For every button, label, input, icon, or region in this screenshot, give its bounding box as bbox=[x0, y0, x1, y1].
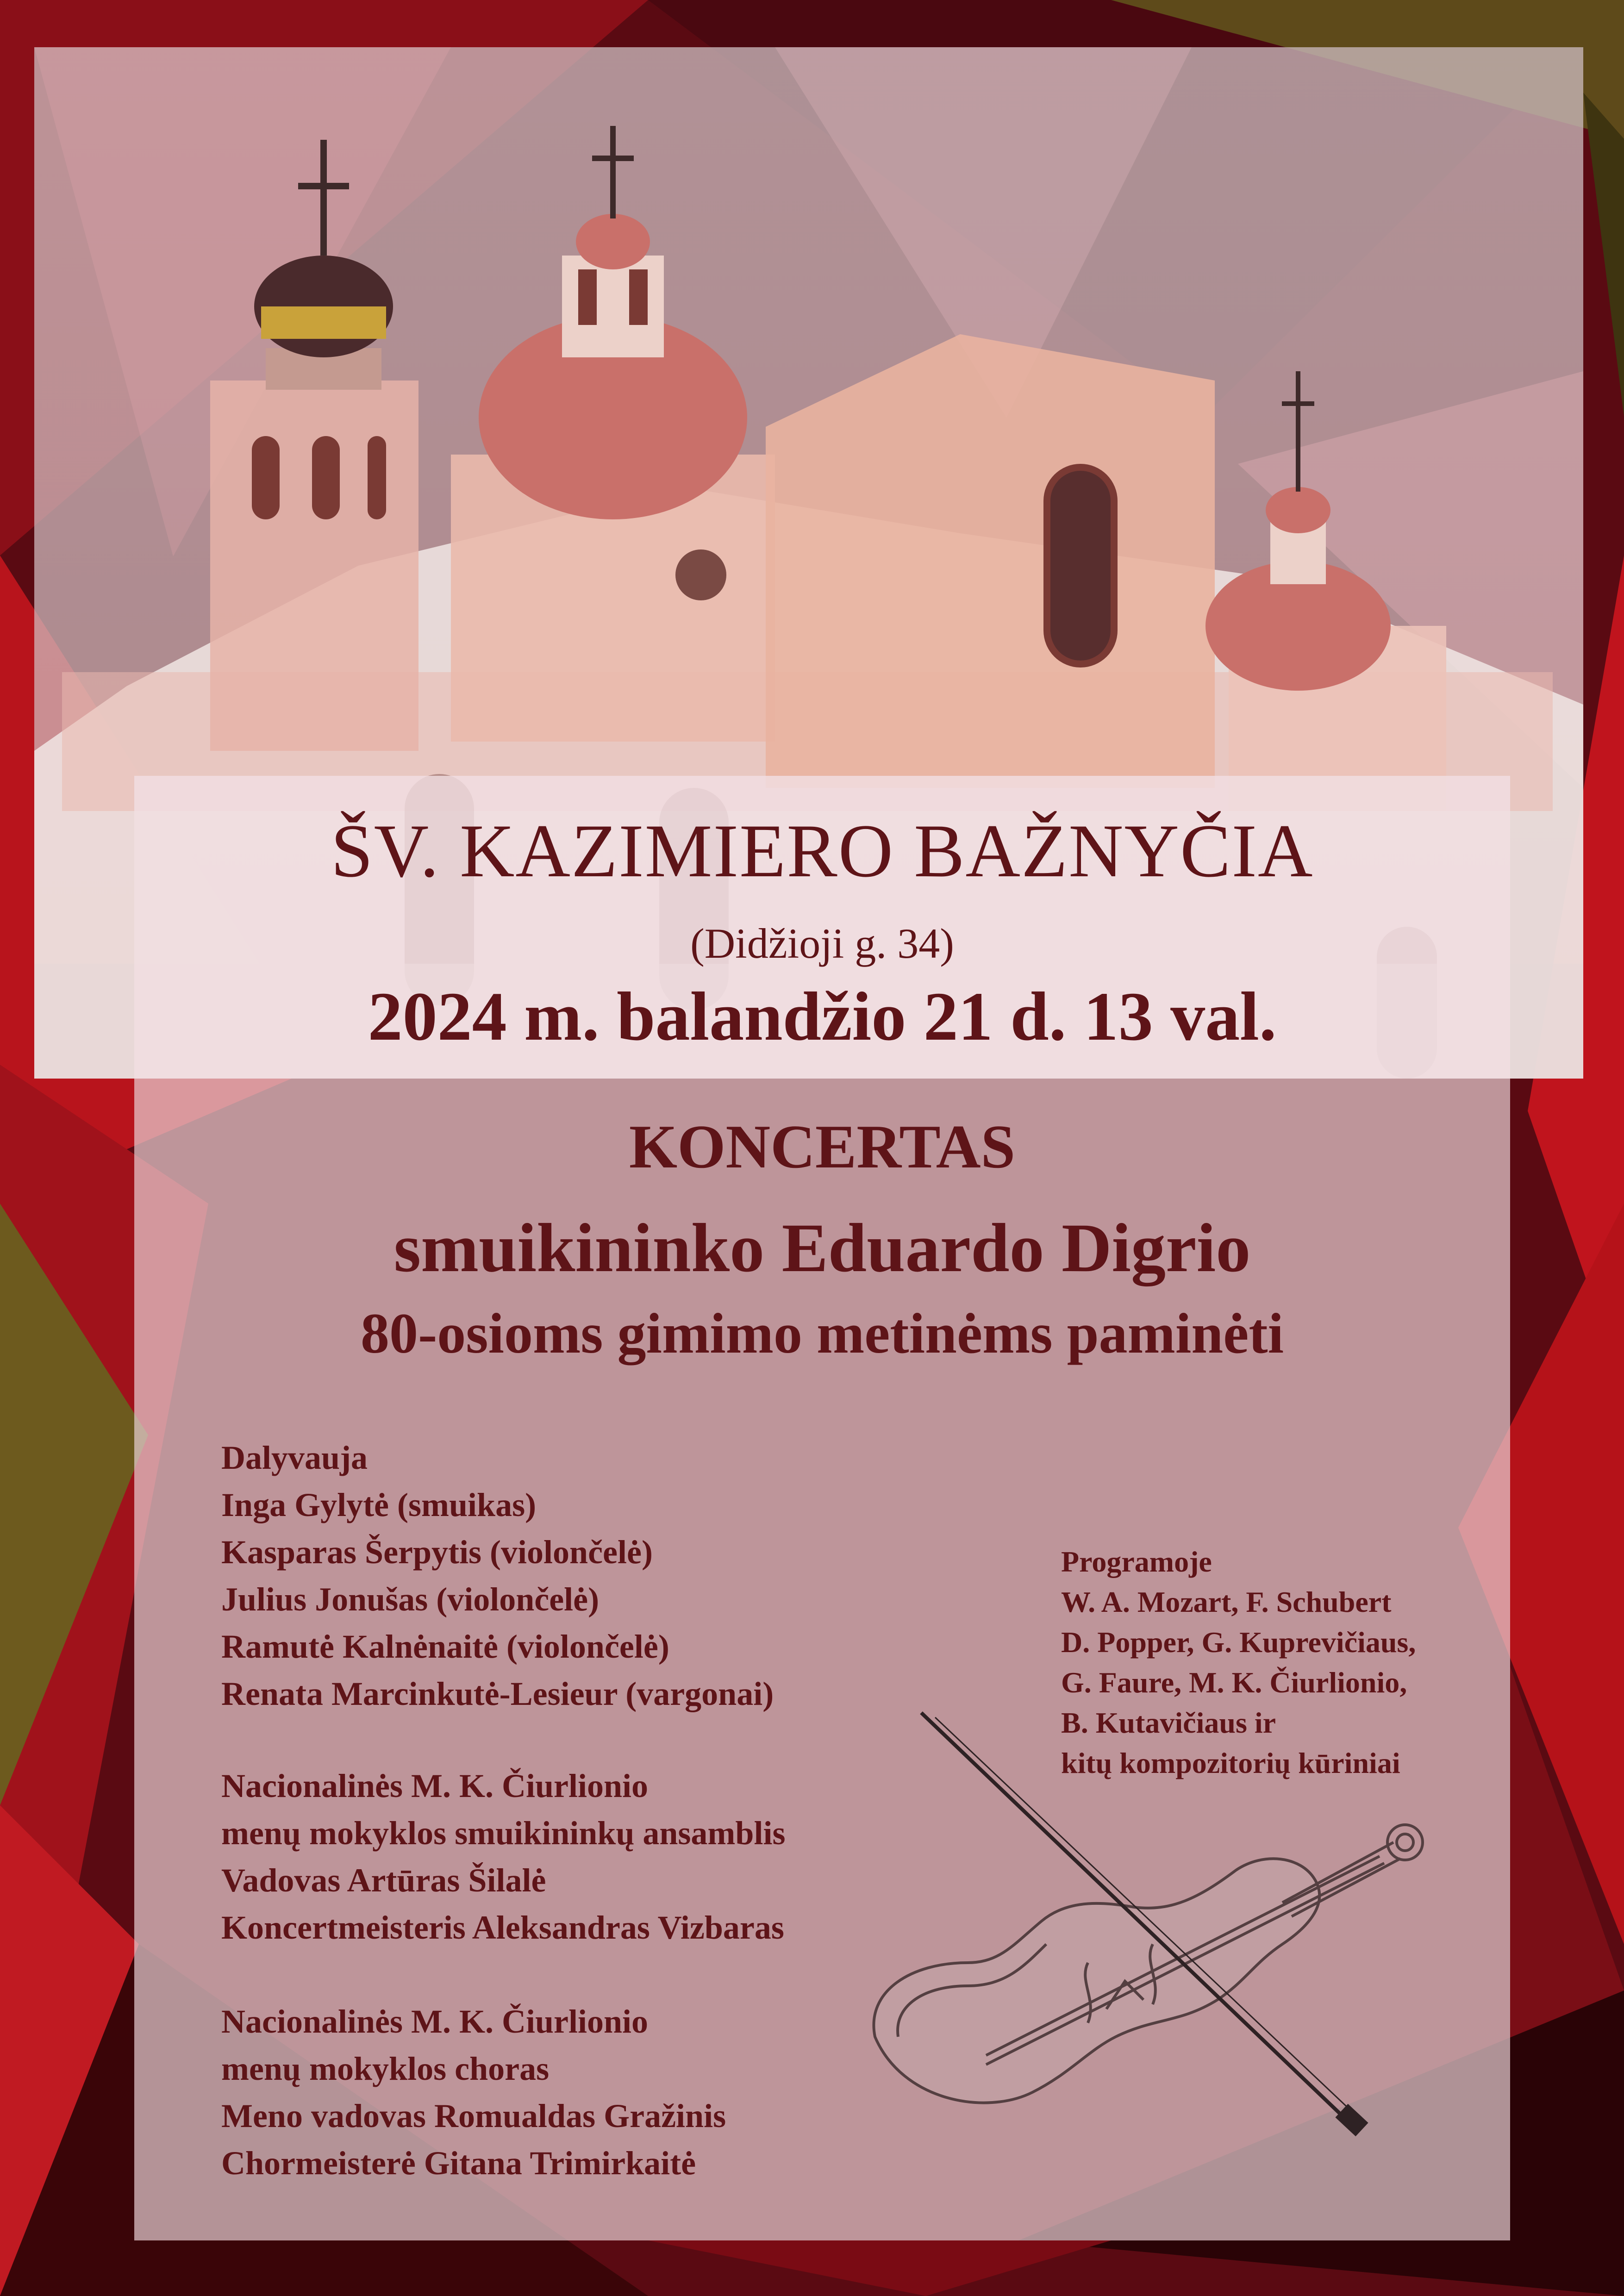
participant: Inga Gylytė (smuikas) bbox=[221, 1486, 537, 1523]
church-name: ŠV. KAZIMIERO BAŽNYČIA bbox=[331, 809, 1314, 893]
church-address: (Didžioji g. 34) bbox=[690, 920, 954, 967]
participants-heading: Dalyvauja bbox=[221, 1439, 368, 1476]
event-datetime: 2024 m. balandžio 21 d. 13 val. bbox=[368, 978, 1277, 1055]
event-title: KONCERTAS bbox=[629, 1112, 1016, 1181]
participant: Renata Marcinkutė-Lesieur (vargonai) bbox=[221, 1675, 774, 1712]
choir-line: menų mokyklos choras bbox=[221, 2050, 550, 2087]
ensemble-line: menų mokyklos smuikininkų ansamblis bbox=[221, 1815, 786, 1852]
violin-illustration bbox=[847, 1703, 1435, 2148]
choir-line: Chormeisterė Gitana Trimirkaitė bbox=[221, 2145, 696, 2182]
program-line: G. Faure, M. K. Čiurlionio, bbox=[1061, 1666, 1407, 1699]
program-line: W. A. Mozart, F. Schubert bbox=[1061, 1585, 1392, 1618]
ensemble-line: Nacionalinės M. K. Čiurlionio bbox=[221, 1767, 649, 1804]
event-honoree: smuikininko Eduardo Digrio bbox=[394, 1210, 1251, 1286]
program-heading: Programoje bbox=[1061, 1545, 1212, 1578]
participants-list bbox=[221, 1434, 774, 1717]
choir-line: Meno vadovas Romualdas Gražinis bbox=[221, 2097, 726, 2134]
participant: Kasparas Šerpytis (violončelė) bbox=[221, 1534, 653, 1571]
participant: Ramutė Kalnėnaitė (violončelė) bbox=[221, 1628, 669, 1665]
ensemble-line: Koncertmeisteris Aleksandras Vizbaras bbox=[221, 1909, 784, 1946]
ensemble-line: Vadovas Artūras Šilalė bbox=[221, 1862, 546, 1899]
choir-line: Nacionalinės M. K. Čiurlionio bbox=[221, 2003, 649, 2040]
program-line: B. Kutavičiaus ir bbox=[1061, 1706, 1276, 1739]
choir-block bbox=[221, 1998, 726, 2187]
ensemble-block bbox=[221, 1762, 785, 1951]
event-occasion: 80-osioms gimimo metinėms paminėti bbox=[360, 1302, 1284, 1365]
program-line: kitų kompozitorių kūriniai bbox=[1061, 1747, 1400, 1779]
program-line: D. Popper, G. Kuprevičiaus, bbox=[1061, 1626, 1416, 1659]
participant: Julius Jonušas (violončelė) bbox=[221, 1581, 600, 1618]
